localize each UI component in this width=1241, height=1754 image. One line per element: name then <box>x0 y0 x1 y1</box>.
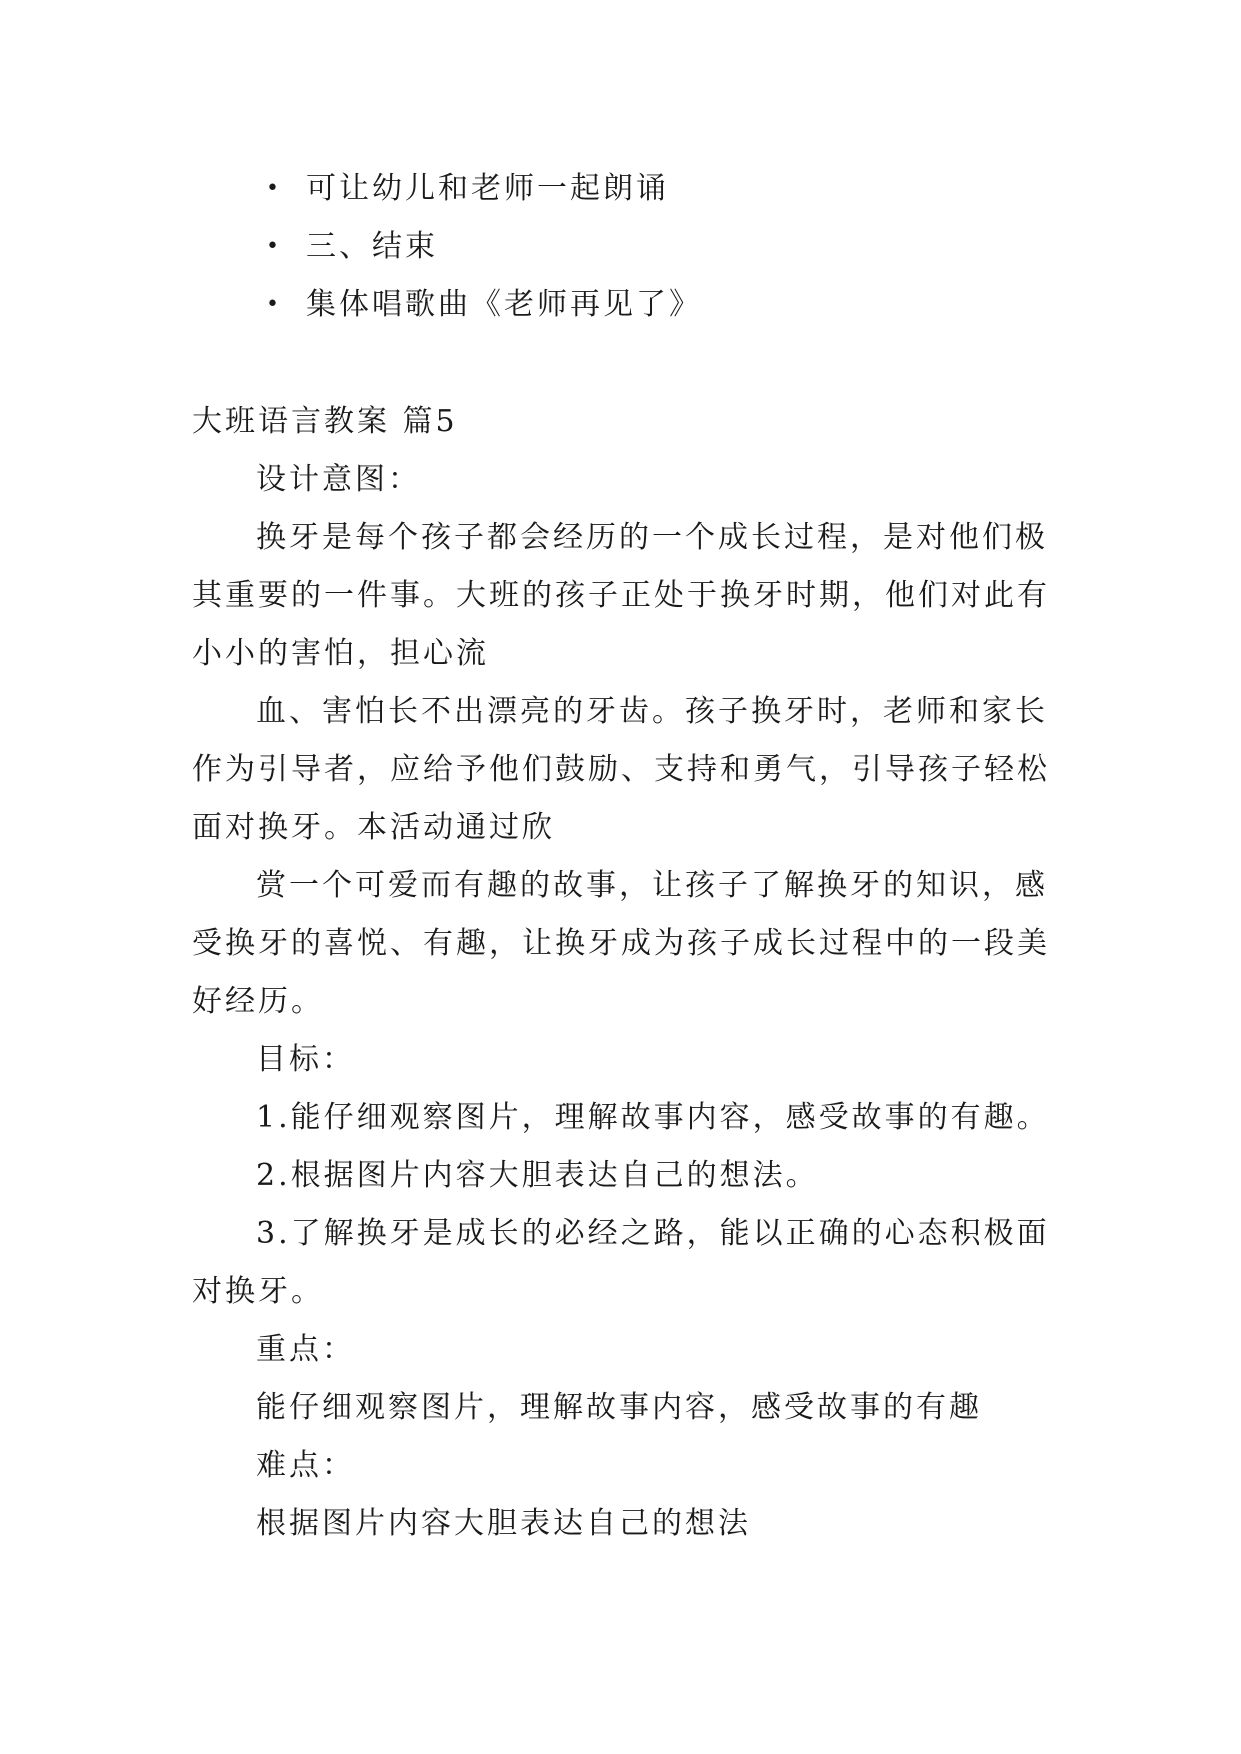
paragraph-difficulty-heading: 难点： <box>256 1448 355 1483</box>
bullet-icon: • <box>266 292 282 317</box>
document-body <box>192 393 1072 1553</box>
paragraph: 根据图片内容大胆表达自己的想法 <box>256 1506 751 1541</box>
bullet-list <box>262 160 702 334</box>
goal-item: 2.根据图片内容大胆表达自己的想法。 <box>256 1158 819 1193</box>
list-item-text: 三、结束 <box>306 229 438 264</box>
paragraph-design-intent-heading: 设计意图： <box>256 462 421 497</box>
list-item <box>262 160 702 218</box>
list-item-text: 可让幼儿和老师一起朗诵 <box>306 171 669 206</box>
list-item <box>262 276 702 334</box>
paragraph: 赏一个可爱而有趣的故事，让孩子了解换牙的知识，感受换牙的喜悦、有趣，让换牙成为孩子成长过程中的一段美好经历。 <box>192 868 1050 1019</box>
list-item-text: 集体唱歌曲《老师再见了》 <box>306 287 702 322</box>
paragraph: 血、害怕长不出漂亮的牙齿。孩子换牙时，老师和家长作为引导者，应给予他们鼓励、支持和勇气，引导孩子轻松面对换牙。本活动通过欣 <box>192 694 1050 845</box>
paragraph-key-point-heading: 重点： <box>256 1332 355 1367</box>
goal-item: 1.能仔细观察图片，理解故事内容，感受故事的有趣。 <box>256 1100 1050 1135</box>
paragraph-goals-heading: 目标： <box>256 1042 355 1077</box>
list-item <box>262 218 702 276</box>
bullet-icon: • <box>266 234 282 259</box>
paragraph: 能仔细观察图片，理解故事内容，感受故事的有趣 <box>256 1390 982 1425</box>
goal-item: 3.了解换牙是成长的必经之路，能以正确的心态积极面对换牙。 <box>192 1216 1050 1309</box>
paragraph: 换牙是每个孩子都会经历的一个成长过程，是对他们极其重要的一件事。大班的孩子正处于换牙时期，他们对此有小小的害怕，担心流 <box>192 520 1050 671</box>
section-title: 大班语言教案 篇5 <box>192 404 458 439</box>
bullet-icon: • <box>266 176 282 201</box>
